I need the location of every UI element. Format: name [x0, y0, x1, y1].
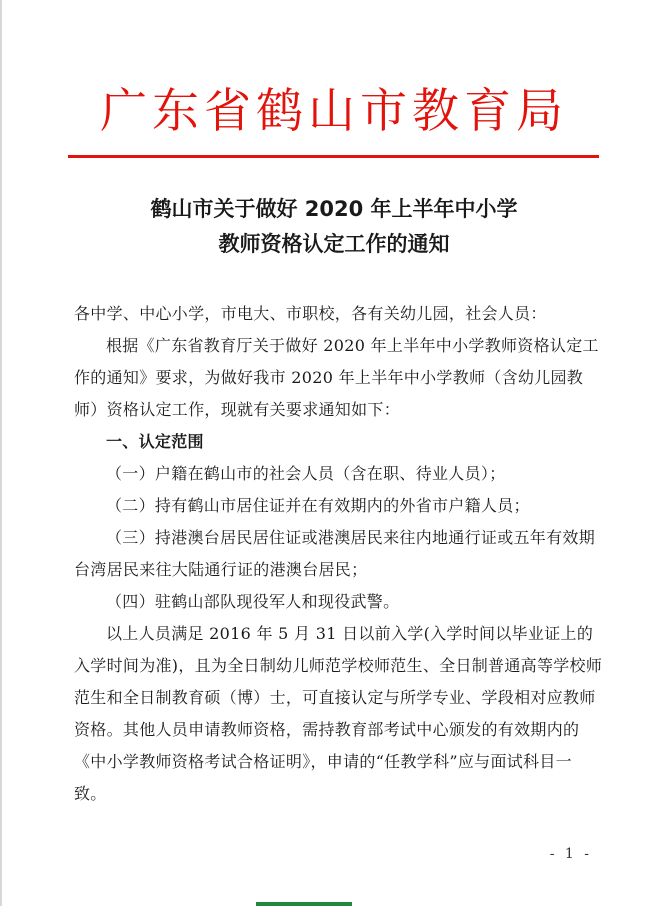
eligibility-paragraph: 以上人员满足 2016 年 5 月 31 日以前入学(入学时间以毕业证上的入学时间为准)，且为全日制幼儿师范学校师范生、全日制普通高等学校师范生和全日制教育硕（博）士，可直接认定与所学专业、学段相对应教师资格。其他人员申请教师资格，需持教育部考试中心颁发的有效期内的《中小学教师资格考试合格证明》，申请的“任教学科”应与面试科目一致。: [74, 624, 603, 803]
intro-paragraph: 根据《广东省教育厅关于做好 2020 年上半年中小学教师资格认定工作的通知》要求，为做好我市 2020 年上半年中小学教师（含幼儿园教师）资格认定工作，现就有关要求通知如下：: [74, 336, 599, 419]
red-divider-line: [68, 155, 599, 158]
document-body: [74, 298, 604, 810]
bottom-edge-strip: [256, 902, 352, 906]
scope-item-2: （二）持有鹤山市居住证并在有效期内的外省市户籍人员；: [106, 496, 530, 515]
scope-item-4: （四）驻鹤山部队现役军人和现役武警。: [106, 592, 400, 611]
addressee-line: 各中学、中心小学，市电大、市职校，各有关幼儿园，社会人员：: [74, 304, 547, 323]
page-number: - 1 -: [549, 846, 592, 862]
issuing-organization-header: 广东省鹤山市教育局: [100, 84, 568, 139]
scope-item-3: （三）持港澳台居民居住证或港澳居民来往内地通行证或五年有效期台湾居民来往大陆通行证的港澳台居民；: [74, 528, 596, 579]
section-heading-scope: 一、认定范围: [106, 432, 204, 451]
title-line-1: 鹤山市关于做好 2020 年上半年中小学: [150, 197, 518, 221]
scope-item-1: （一）户籍在鹤山市的社会人员（含在职、待业人员）；: [106, 464, 506, 483]
title-line-2: 教师资格认定工作的通知: [218, 232, 450, 256]
document-title: [0, 192, 668, 262]
